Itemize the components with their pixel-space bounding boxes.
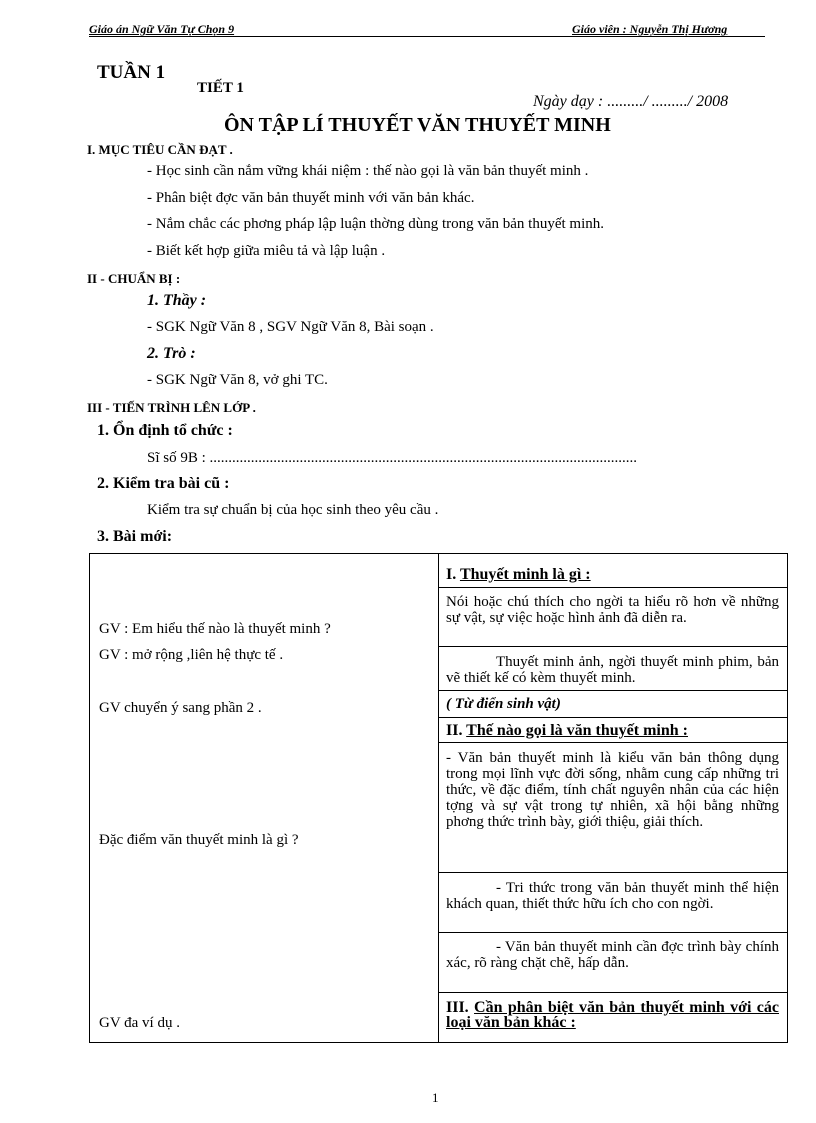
objective-item: - Học sinh cần nắm vững khái niệm : thế nào gọi là văn bản thuyết minh . [147, 163, 589, 179]
table-left-item: GV : Em hiểu thế nào là thuyết minh ? [99, 621, 331, 637]
table-left-item: GV : mở rộng ,liên hệ thực tế . [99, 647, 284, 663]
header-right: Giáo viên : Nguyễn Thị Hương [572, 22, 728, 36]
row-divider [439, 690, 787, 691]
content-heading-3-number: III. [446, 999, 475, 1016]
week-label: TUẦN 1 [97, 62, 166, 83]
teacher-activity-column [90, 554, 439, 1043]
lesson-table [89, 553, 788, 1043]
content-heading-2-number: II. [446, 722, 467, 739]
teaching-date: Ngày dạy : ........./ ........./ 2008 [533, 93, 729, 110]
page-title: ÔN TẬP LÍ THUYẾT VĂN THUYẾT MINH [224, 114, 611, 136]
objective-item: - Biết kết hợp giữa miêu tả và lập luận . [147, 243, 386, 259]
step2-text: Kiểm tra sự chuẩn bị của học sinh theo yêu cầu . [147, 502, 439, 518]
student-label: 2. Trò : [147, 345, 196, 362]
source-note: ( Từ điển sinh vật) [446, 696, 561, 712]
objective-item: - Nắm chắc các phơng pháp lập luận thờng dùng trong văn bản thuyết minh. [147, 216, 604, 232]
section1-heading: I. MỤC TIÊU CẦN ĐẠT . [87, 142, 233, 157]
teacher-label: 1. Thầy : [147, 292, 207, 309]
content-heading-1-text: Thuyết minh là gì : [459, 566, 591, 583]
row-divider [439, 587, 787, 588]
header-rule [89, 36, 765, 37]
student-items: - SGK Ngữ Văn 8, vở ghi TC. [147, 372, 328, 388]
row-divider [439, 992, 787, 993]
presentation-paragraph: - Văn bản thuyết minh cần đợc trình bày chính xác, rõ ràng chặt chẽ, hấp dẫn. [446, 939, 779, 971]
content-heading-3-text: Cần phân biệt văn bản thuyết minh với các loại văn bản khác : [446, 999, 780, 1031]
content-heading-3 [446, 1000, 779, 1030]
characteristics-paragraph: - Văn bản thuyết minh là kiểu văn bản thông dụng trong mọi lĩnh vực đời sống, nhằm cung cấp những tri thức, về đặc điểm, tính chất nguyên nhân của các hiện tợng và sự vật trong tự nhiên, xã hội bằng những phơng thức trình bày, giới thiệu, giải thích. [446, 750, 779, 830]
header-left: Giáo án Ngữ Văn Tự Chọn 9 [89, 22, 235, 36]
step3-label: 3. Bài mới: [97, 528, 173, 545]
row-divider [439, 872, 787, 873]
section2-heading: II - CHUẨN BỊ : [87, 271, 181, 286]
table-left-item: Đặc điểm văn thuyết minh là gì ? [99, 832, 299, 848]
row-divider [439, 742, 787, 743]
table-left-item: GV chuyển ý sang phần 2 . [99, 700, 262, 716]
content-heading-2 [446, 723, 779, 739]
content-heading-2-text: Thế nào gọi là văn thuyết minh : [466, 722, 688, 739]
page-number: 1 [432, 1090, 439, 1105]
example-paragraph: Thuyết minh ảnh, ngời thuyết minh phim, bản vẽ thiết kế có kèm thuyết minh. [446, 654, 779, 686]
step1-label: 1. Ổn định tổ chức : [97, 422, 233, 439]
table-left-item: GV đa ví dụ . [99, 1015, 180, 1031]
content-column [439, 554, 788, 1043]
objective-item: - Phân biệt đợc văn bản thuyết minh với văn bản khác. [147, 190, 475, 206]
period-label: TIẾT 1 [197, 80, 244, 96]
content-heading-1 [446, 567, 779, 583]
knowledge-paragraph: - Tri thức trong văn bản thuyết minh thể hiện khách quan, thiết thức hữu ích cho con ngời. [446, 880, 779, 912]
row-divider [439, 646, 787, 647]
section3-heading: III - TIẾN TRÌNH LÊN LỚP . [87, 400, 256, 415]
class-size-line: Sĩ số 9B : .................................................................................................................. [147, 450, 638, 466]
step2-label: 2. Kiểm tra bài cũ : [97, 475, 230, 492]
content-heading-1-number: I. [446, 566, 460, 583]
teacher-items: - SGK Ngữ Văn 8 , SGV Ngữ Văn 8, Bài soạn . [147, 319, 434, 335]
definition-paragraph: Nói hoặc chú thích cho ngời ta hiểu rõ hơn về những sự vật, sự việc hoặc hình ảnh đã diễn ra. [446, 594, 779, 626]
row-divider [439, 932, 787, 933]
row-divider [439, 717, 787, 718]
